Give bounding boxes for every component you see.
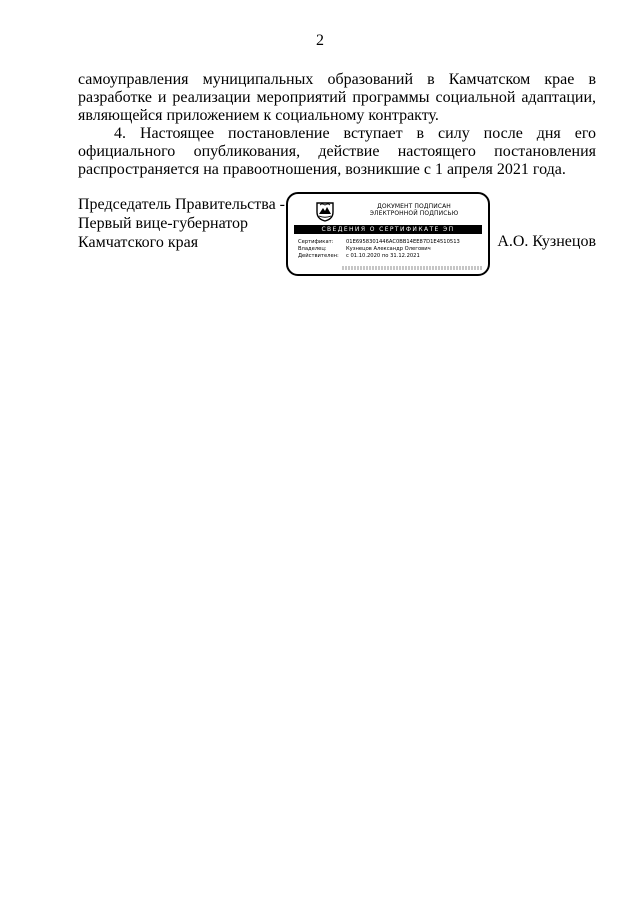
- stamp-row-label: Владелец:: [298, 246, 327, 252]
- signatory-block: [78, 195, 285, 252]
- signer-name: А.О. Кузнецов: [497, 233, 596, 250]
- signatory-title-line1: Председатель Правительства -: [78, 196, 285, 213]
- stamp-row-value: Кузнецов Александр Олегович: [346, 246, 431, 252]
- stamp-row-label: Сертификат:: [298, 239, 334, 245]
- document-body: [78, 71, 596, 179]
- stamp-row-value: 01E6958301446AC0BB14EE87D1E4510513: [346, 239, 460, 245]
- paragraph-continuation: самоуправления муниципальных образований в Камчатском крае в разработке и реализации мероприятий программы социальной адаптации, являющейся приложением к социальному контракту.: [78, 71, 596, 124]
- stamp-row-value: с 01.10.2020 по 31.12.2021: [346, 253, 420, 259]
- stamp-heading-line1: ДОКУМЕНТ ПОДПИСАН: [377, 203, 451, 210]
- stamp-heading-line2: ЭЛЕКТРОННОЙ ПОДПИСЬЮ: [369, 210, 459, 217]
- stamp-certificate-details: [298, 239, 484, 260]
- stamp-row-label: Действителен:: [298, 253, 339, 259]
- stamp-row: [298, 246, 484, 253]
- stamp-faint-watermark: [342, 266, 482, 270]
- stamp-certificate-bar: СВЕДЕНИЯ О СЕРТИФИКАТЕ ЭП: [294, 225, 482, 234]
- paragraph-4: 4. Настоящее постановление вступает в силу после дня его официального опубликования, действие настоящего постановления распространяется на правоотношения, возникшие с 1 апреля 2021 года.: [78, 125, 596, 178]
- signatory-title-line2: Первый вице-губернатор: [78, 215, 249, 232]
- stamp-heading: [344, 203, 484, 217]
- page-number: 2: [316, 32, 324, 49]
- stamp-row: [298, 253, 484, 260]
- stamp-row: [298, 239, 484, 246]
- signatory-title-line3: Камчатского края: [78, 234, 199, 251]
- electronic-signature-stamp: [286, 192, 490, 276]
- coat-of-arms-icon: [314, 200, 336, 222]
